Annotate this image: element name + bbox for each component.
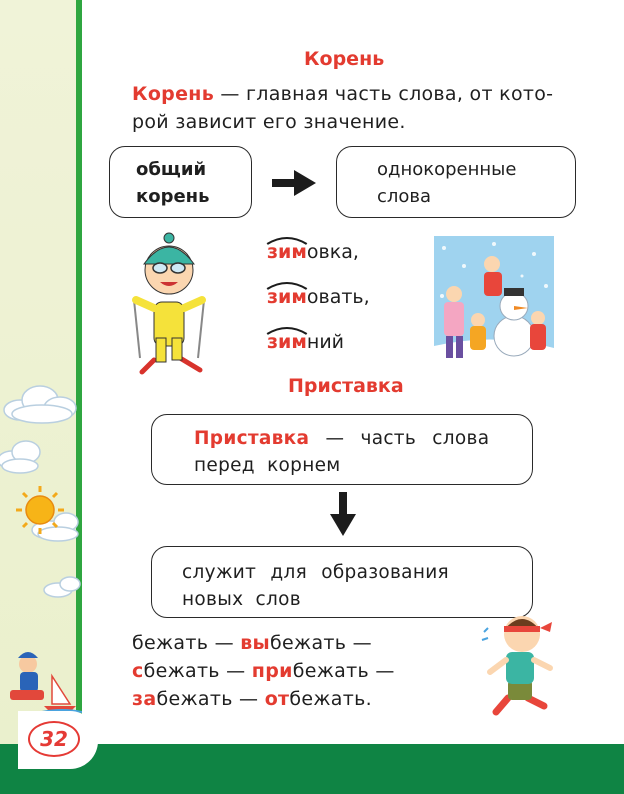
root-morpheme: зим [267,241,307,263]
cognate-words-line2: слова [377,186,432,207]
clouds-sun-illustration [0,370,82,610]
prefix-purpose-line2: новых слов [182,589,301,610]
prefix-purpose-line1: служит для образования [182,562,449,583]
running-boy-illustration [478,602,574,718]
prefix-example-line-1: бежать — выбежать — [132,632,372,654]
root-arc-icon [265,277,309,291]
common-root-box [109,146,252,218]
prefix-example-line-3: забежать — отбежать. [132,688,372,710]
prefix-purpose-box [151,546,533,618]
prefix-section-title: Приставка [288,375,404,397]
prefix-term: Приставка [194,428,310,449]
root-example-3: зимний [267,331,344,353]
page-number: 32 [28,721,80,757]
root-term: Корень [132,83,215,105]
common-root-line1: общий [136,159,207,180]
prefix-example-line-2: сбежать — прибежать — [132,660,395,682]
page-number-tab [18,711,98,769]
root-definition-line1: — главная часть слова, от кото- [214,83,554,105]
root-arc-icon [265,322,309,336]
prefix-definition-line1: — часть слова [309,428,490,449]
root-section-title: Корень [304,48,385,70]
cognate-words-line1: однокоренные [377,159,517,180]
root-arc-icon [265,232,309,246]
skier-boy-illustration [126,230,212,378]
root-example-2: зимовать, [267,286,370,308]
snowman-kids-illustration [434,236,554,366]
root-morpheme: зим [267,331,307,353]
root-definition-line2: рой зависит его значение. [132,111,406,133]
boy-with-boat-illustration [2,646,82,716]
cognate-words-box [336,146,576,218]
root-definition [132,80,576,136]
common-root-line2: корень [136,186,210,207]
prefix-definition-box [151,414,533,485]
arrow-right-icon [272,170,318,196]
prefix-definition-line2: перед корнем [194,455,341,476]
arrow-down-icon [330,492,356,538]
root-morpheme: зим [267,286,307,308]
root-example-1: зимовка, [267,241,359,263]
